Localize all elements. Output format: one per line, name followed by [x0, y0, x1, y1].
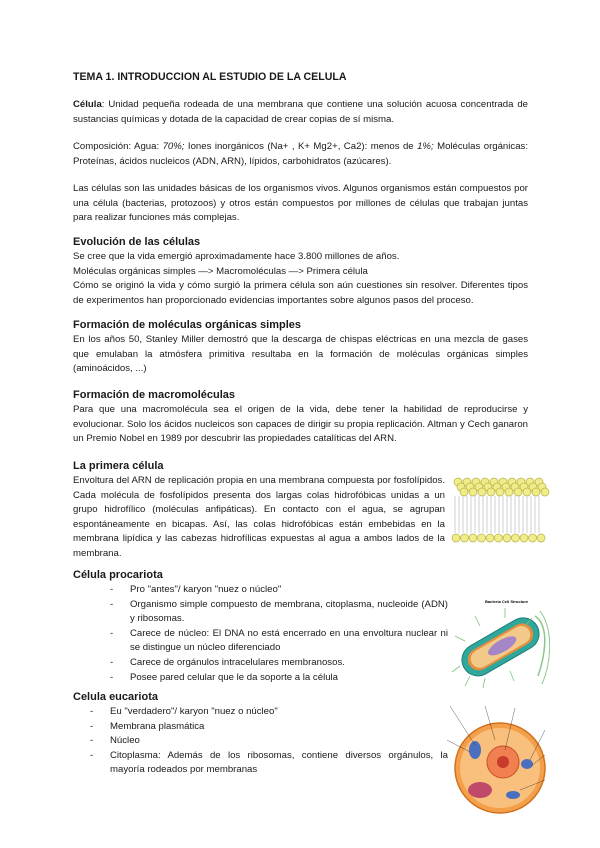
evolucion-line: Cómo se originó la vida y cómo surgió la primera célula son aún cuestiones sin resolver. Diferentes tipos de experimentos han proporcionado evidencias importantes sobre algunos pasos del proceso. — [73, 280, 528, 306]
celula-term: Célula — [73, 99, 102, 110]
macro-text: Para que una macromolécula sea el origen de la vida, debe tener la habilidad de reproducirse y evolucionar. Solo los ácidos nucleicos son capaces de dirigir su propia replicación. Altman y Cech ganaron un Premio Nobel en 1989 por descubrir las propiedades catalíticas del ARN. — [73, 404, 528, 445]
item-text: Posee pared celular que le da soporte a la célula — [130, 671, 339, 683]
phospholipid-head — [495, 534, 503, 542]
phospholipid-head — [469, 534, 477, 542]
lipid-bilayer-figure — [450, 476, 550, 546]
phospholipid-head — [452, 534, 460, 542]
procariota-list — [73, 583, 448, 685]
bullet: - — [90, 749, 94, 761]
section-heading: La primera célula — [73, 460, 164, 472]
list-item — [110, 656, 448, 671]
phospholipid-head — [523, 488, 531, 496]
bullet: - — [110, 584, 114, 595]
agua-pct: 70%; — [162, 141, 185, 152]
phospholipid-head — [532, 488, 540, 496]
list-item — [110, 671, 448, 686]
phospholipid-head — [469, 488, 477, 496]
item-text: Núcleo — [110, 735, 140, 747]
celula-definition — [73, 98, 528, 127]
unidades-paragraph: Las células son las unidades básicas de los organismos vivos. Algunos organismos están compuestos por una célula (bacterias, protozoos) y otros están compuestos por millones de células que trabajan juntas para realizar funciones más complejas. — [73, 183, 528, 224]
section-evolucion — [73, 235, 528, 308]
phospholipid-head — [486, 534, 494, 542]
phospholipid-head — [487, 488, 495, 496]
item-text: Citoplasma: Además de los ribosomas, contiene diversos orgánulos, la mayoría rodeados por membranas — [110, 749, 448, 776]
item-text: Membrana plasmática — [110, 720, 205, 732]
bullet: - — [110, 671, 114, 683]
bullet: - — [90, 720, 94, 732]
list-item — [90, 749, 448, 778]
bullet: - — [110, 656, 114, 668]
bullet: - — [110, 627, 114, 639]
comp-b: Iones inorgánicos (Na+ , K+ Mg2+, Ca2): menos de — [184, 141, 418, 152]
evolucion-line: Se cree que la vida emergió aproximadamente hace 3.800 millones de años. — [73, 251, 400, 262]
iones-pct: 1%; — [417, 141, 434, 152]
list-item — [90, 720, 448, 735]
section-macro — [73, 388, 528, 447]
phospholipid-head — [505, 488, 513, 496]
list-item — [110, 627, 448, 656]
eucariota-list — [73, 705, 448, 778]
phospholipid-head — [478, 488, 486, 496]
comp-c: Moléculas orgánicas: Proteínas, ácidos nucleicos (ADN, ARN), lípidos, carbohidratos (azúcares). — [73, 141, 528, 167]
section-heading: Evolución de las células — [73, 236, 201, 248]
phospholipid-head — [461, 534, 469, 542]
section-simples — [73, 318, 528, 377]
comp-a: Composición: Agua: — [73, 141, 163, 152]
list-item — [90, 734, 448, 749]
section-primera — [73, 459, 445, 562]
bullet: - — [90, 735, 94, 747]
primera-text: Envoltura del ARN de replicación propia en una membrana compuesta por fosfolípidos. Cada molécula de fosfolípidos presenta dos largas colas hidrofóbicas unidas a un grupo hidrofílico (moléculas anfipáticas). En contacto con el agua, se agrupan espontáneamente en bicapas. Así, las colas hidrofóbicas están embebidas en la membrana lipídica y las cabezas hidrofílicas expuestas al agua a ambos lados de la membrana. — [73, 475, 445, 559]
item-text: Carece de orgánulos intracelulares membranosos. — [130, 656, 345, 668]
phospholipid-head — [478, 534, 486, 542]
section-heading: Formación de moléculas orgánicas simples — [73, 319, 302, 331]
section-heading: Formación de macromoléculas — [73, 389, 235, 401]
bacteria-cell-figure — [450, 596, 550, 691]
composicion-paragraph — [73, 140, 528, 169]
item-text: Eu "verdadero"/ karyon "nuez o núcleo" — [110, 706, 278, 717]
list-item — [110, 598, 448, 627]
item-text: Organismo simple compuesto de membrana, citoplasma, nucleoide (ADN) y ribosomas. — [130, 598, 448, 625]
list-item — [90, 705, 448, 720]
phospholipid-head — [460, 488, 468, 496]
celula-text: : Unidad pequeña rodeada de una membrana que contiene una solución acuosa concentrada de sustancias químicas y dotada de la capacidad de crear copias de sí misma. — [73, 99, 528, 125]
section-heading: Celula eucariota — [73, 691, 158, 703]
bacteria-figure-title: Bacteria Cell Structure — [485, 599, 529, 604]
item-text: Pro "antes"/ karyon "nuez o núcleo" — [130, 584, 282, 595]
phospholipid-head — [512, 534, 520, 542]
eukaryote-cell-figure — [445, 700, 550, 818]
list-item — [110, 583, 448, 598]
phospholipid-head — [503, 534, 511, 542]
phospholipid-head — [541, 488, 549, 496]
page-title: TEMA 1. INTRODUCCION AL ESTUDIO DE LA CELULA — [73, 71, 347, 83]
phospholipid-head — [514, 488, 522, 496]
simples-text: En los años 50, Stanley Miller demostró que la descarga de chispas eléctricas en una mezcla de gases que emulaban la atmósfera primitiva resultaba en la formación de moléculas orgánicas simples (aminoácidos, ...) — [73, 334, 528, 375]
phospholipid-head — [496, 488, 504, 496]
phospholipid-head — [529, 534, 537, 542]
section-eucariota — [73, 690, 448, 778]
evolucion-line: Moléculas orgánicas simples —> Macromoléculas —> Primera célula — [73, 265, 368, 277]
section-procariota — [73, 568, 448, 685]
section-heading: Célula procariota — [73, 569, 163, 581]
phospholipid-head — [537, 534, 545, 542]
phospholipid-head — [520, 534, 528, 542]
bullet: - — [90, 706, 94, 717]
bullet: - — [110, 598, 114, 610]
item-text: Carece de núcleo: El DNA no está encerrado en una envoltura nuclear ni se distingue un núcleo diferenciado — [130, 627, 448, 654]
